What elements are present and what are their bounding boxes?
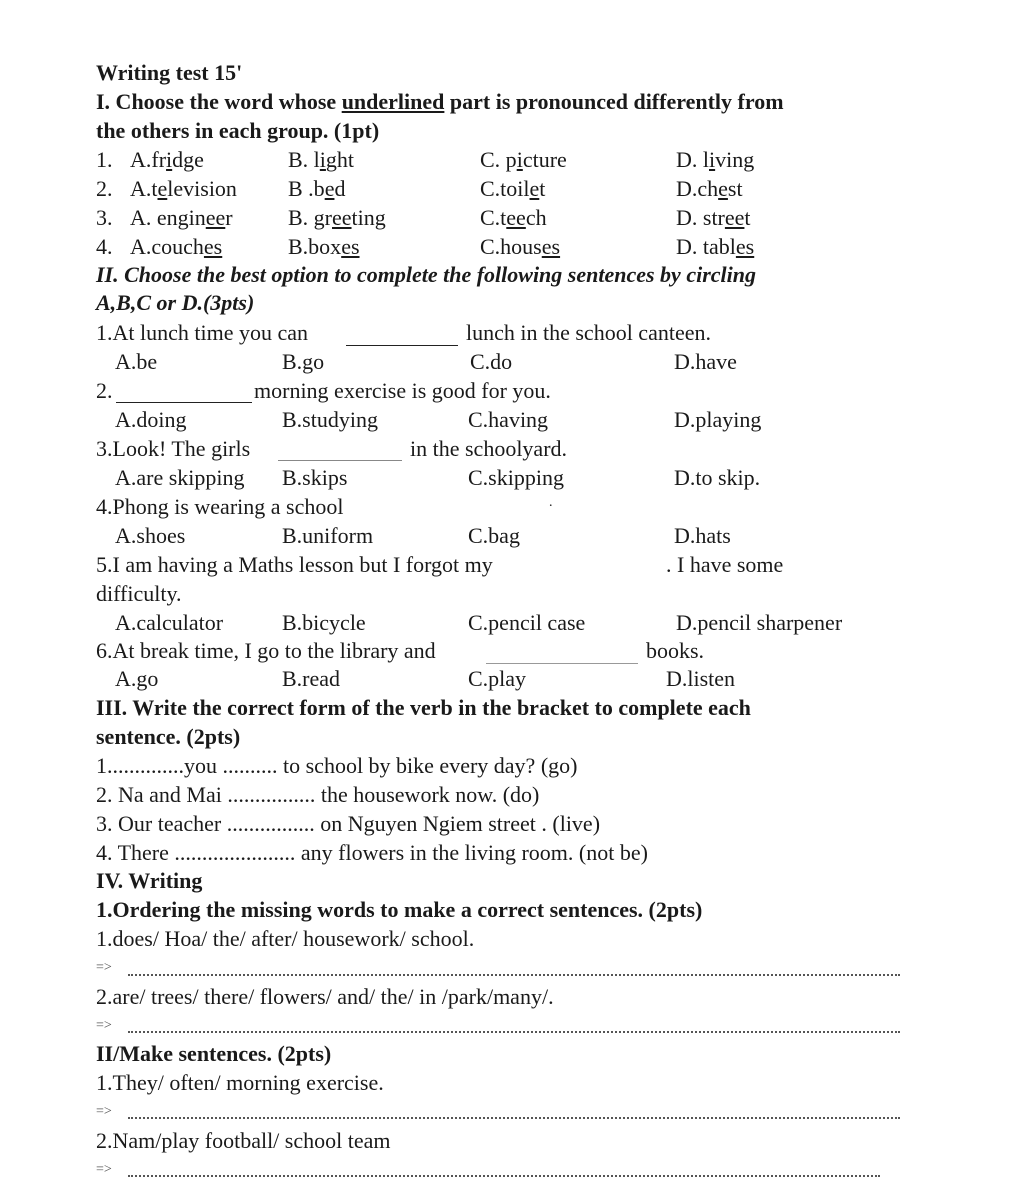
answer-arrow-4: =>: [96, 1162, 112, 1177]
q1-text-start: 1.At lunch time you can: [96, 320, 309, 345]
verb-item-4[interactable]: 4. There ...................... any flowers in the living room. (not be): [96, 840, 648, 865]
q2-option-a[interactable]: A.doing: [115, 407, 187, 432]
pron-row-3-option-a[interactable]: A. engineer: [130, 205, 233, 230]
answer-arrow-2: =>: [96, 1018, 112, 1033]
verb-item-3[interactable]: 3. Our teacher ................ on Nguyen Ngiem street . (live): [96, 811, 601, 836]
q6-text-start: 6.At break time, I go to the library and: [96, 638, 436, 663]
ordering-heading: 1.Ordering the missing words to make a correct sentences. (2pts): [96, 897, 703, 922]
answer-line-1[interactable]: [128, 974, 900, 976]
q1-text-end: lunch in the school canteen.: [466, 320, 711, 345]
q4-option-c[interactable]: C.bag: [468, 523, 520, 548]
q3-option-a[interactable]: A.are skipping: [115, 465, 245, 490]
q1-answer-blank[interactable]: [346, 345, 458, 346]
q6-option-c[interactable]: C.play: [468, 666, 527, 691]
q3-answer-blank[interactable]: [278, 460, 402, 461]
q5-text-line2: difficulty.: [96, 581, 182, 606]
q1-option-d[interactable]: D.have: [674, 349, 737, 374]
make-item-2: 2.Nam/play football/ school team: [96, 1128, 391, 1153]
q4-option-b[interactable]: B.uniform: [282, 523, 374, 548]
q1-option-c[interactable]: C.do: [470, 349, 513, 374]
q5-option-c[interactable]: C.pencil case: [468, 610, 586, 635]
answer-line-4[interactable]: [128, 1175, 880, 1177]
test-title: Writing test 15': [96, 60, 243, 85]
verb-item-2[interactable]: 2. Na and Mai ................ the housework now. (do): [96, 782, 540, 807]
make-sentences-heading: II/Make sentences. (2pts): [96, 1041, 332, 1066]
q3-option-b[interactable]: B.skips: [282, 465, 348, 490]
pron-row-3-number: 3.: [96, 205, 113, 230]
q4-text: 4.Phong is wearing a school: [96, 494, 344, 519]
pron-row-1-option-c[interactable]: C. picture: [480, 147, 567, 172]
q4-option-d[interactable]: D.hats: [674, 523, 731, 548]
pron-row-4-option-b[interactable]: B.boxes: [288, 234, 360, 259]
pron-row-1-number: 1.: [96, 147, 113, 172]
q6-answer-blank[interactable]: [486, 663, 638, 664]
q4-option-a[interactable]: A.shoes: [115, 523, 186, 548]
q5-option-a[interactable]: A.calculator: [115, 610, 224, 635]
answer-arrow-1: =>: [96, 960, 112, 975]
pron-row-1-option-b[interactable]: B. light: [288, 147, 355, 172]
pron-row-4-option-a[interactable]: A.couches: [130, 234, 223, 259]
q5-option-d[interactable]: D.pencil sharpener: [676, 610, 843, 635]
answer-line-3[interactable]: [128, 1117, 900, 1119]
pron-row-2-option-b[interactable]: B .bed: [288, 176, 346, 201]
q5-option-b[interactable]: B.bicycle: [282, 610, 366, 635]
section3-heading: III. Write the correct form of the verb in the bracket to complete each: [96, 695, 751, 720]
verb-item-1[interactable]: 1..............you .......... to school by bike every day? (go): [96, 753, 578, 778]
q1-option-b[interactable]: B.go: [282, 349, 325, 374]
q3-text-start: 3.Look! The girls: [96, 436, 251, 461]
pron-row-4-number: 4.: [96, 234, 113, 259]
q3-option-d[interactable]: D.to skip.: [674, 465, 761, 490]
pron-row-4-option-c[interactable]: C.houses: [480, 234, 561, 259]
pron-row-1-option-d[interactable]: D. living: [676, 147, 755, 172]
q2-text-start: 2.: [96, 378, 113, 403]
q4-mark: .: [549, 495, 553, 510]
q3-option-c[interactable]: C.skipping: [468, 465, 564, 490]
make-item-1: 1.They/ often/ morning exercise.: [96, 1070, 384, 1095]
pron-row-2-option-c[interactable]: C.toilet: [480, 176, 546, 201]
order-item-1: 1.does/ Hoa/ the/ after/ housework/ school.: [96, 926, 475, 951]
q2-answer-blank[interactable]: [116, 402, 252, 403]
section1-heading: I. Choose the word whose underlined part is pronounced differently from: [96, 89, 784, 114]
pron-row-2-number: 2.: [96, 176, 113, 201]
pron-row-2-option-a[interactable]: A.television: [130, 176, 237, 201]
q6-text-end: books.: [646, 638, 705, 663]
section2-heading: II. Choose the best option to complete the following sentences by circling: [96, 262, 756, 287]
pron-row-4-option-d[interactable]: D. tables: [676, 234, 755, 259]
q5-text-end: . I have some: [666, 552, 784, 577]
q2-text-end: morning exercise is good for you.: [254, 378, 551, 403]
q6-option-d[interactable]: D.listen: [666, 666, 736, 691]
q2-option-d[interactable]: D.playing: [674, 407, 762, 432]
pron-row-3-option-b[interactable]: B. greeting: [288, 205, 386, 230]
q2-option-c[interactable]: C.having: [468, 407, 549, 432]
pron-row-3-option-c[interactable]: C.teech: [480, 205, 547, 230]
q5-text-start: 5.I am having a Maths lesson but I forgot my: [96, 552, 493, 577]
section2-heading-line2: A,B,C or D.(3pts): [96, 290, 255, 315]
q2-option-b[interactable]: B.studying: [282, 407, 378, 432]
section1-heading-line2: the others in each group. (1pt): [96, 118, 380, 143]
order-item-2: 2.are/ trees/ there/ flowers/ and/ the/ in /park/many/.: [96, 984, 554, 1009]
answer-line-2[interactable]: [128, 1031, 900, 1033]
section4-heading: IV. Writing: [96, 868, 203, 893]
answer-arrow-3: =>: [96, 1104, 112, 1119]
q6-option-a[interactable]: A.go: [115, 666, 159, 691]
section3-heading-line2: sentence. (2pts): [96, 724, 241, 749]
q3-text-end: in the schoolyard.: [410, 436, 568, 461]
q6-option-b[interactable]: B.read: [282, 666, 341, 691]
pron-row-3-option-d[interactable]: D. street: [676, 205, 751, 230]
pron-row-2-option-d[interactable]: D.chest: [676, 176, 743, 201]
pron-row-1-option-a[interactable]: A.fridge: [130, 147, 204, 172]
q1-option-a[interactable]: A.be: [115, 349, 158, 374]
